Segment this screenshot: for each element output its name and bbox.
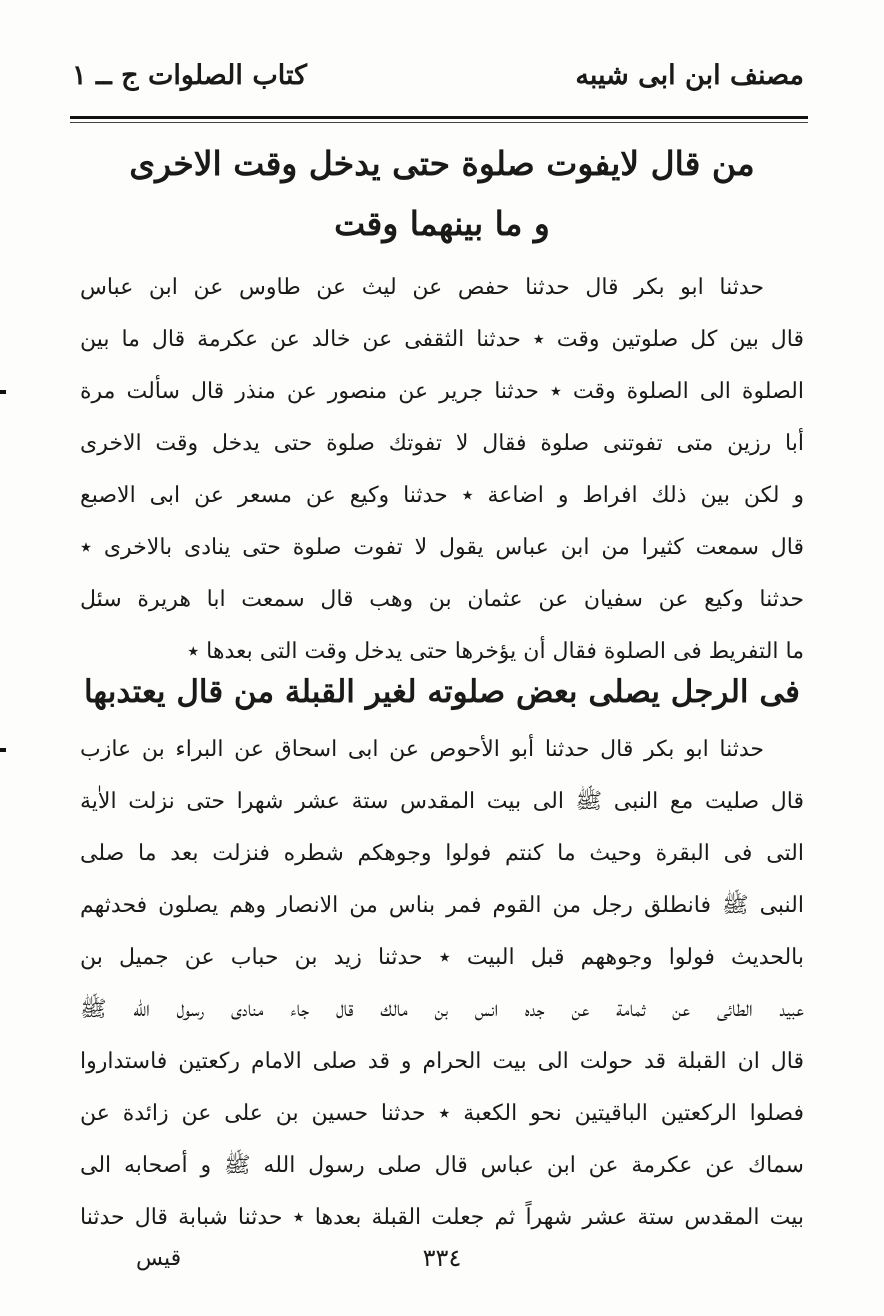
section-heading-1-line-2: و ما بينهما وقت [334,204,550,243]
footer-signature: قيس [136,1246,182,1271]
margin-mark [0,748,6,752]
text-line: قال بين كل صلوتين وقت ٭ حدثنا الثقفى عن خالد عن عكرمة قال ما بين [80,327,804,352]
text-line: قال ان القبلة قد حولت الى بيت الحرام و قد صلى الامام ركعتين فاستداروا [80,1049,804,1074]
text-line: حدثنا ابو بكر قال حدثنا حفص عن ليث عن طاوس عن ابن عباس [80,275,764,300]
text-line: قال صليت مع النبى ﷺ الى بيت المقدس ستة عشر شهرا حتى نزلت الاٰية [80,789,804,814]
header-rule-thin [70,122,808,123]
margin-mark [0,390,6,394]
text-line: التى فى البقرة وحيث ما كنتم فولوا وجوهكم شطره فنزلت بعد ما صلى [80,841,804,866]
section-body-2 [80,724,804,1244]
text-line: أبا رزين متى تفوتنى صلوة فقال لا تفوتك صلوة حتى يدخل وقت الاخرى [80,431,804,456]
text-line: حدثنا ابو بكر قال حدثنا أبو الأحوص عن ابى اسحاق عن البراء بن عازب [80,737,764,762]
section-heading-1-line-1: من قال لايفوت صلوة حتى يدخل وقت الاخرى [129,144,755,183]
text-line: بيت المقدس ستة عشر شهراً ثم جعلت القبلة بعدها ٭ حدثنا شبابة قال حدثنا [80,1205,804,1230]
header-rule [70,116,808,119]
section-heading-1 [80,134,804,254]
text-line: فصلوا الركعتين الباقيتين نحو الكعبة ٭ حدثنا حسين بن على عن زائدة عن [80,1101,804,1126]
text-line: بالحديث فولوا وجوههم قبل البيت ٭ حدثنا زيد بن حباب عن جميل بن [80,945,804,970]
section-heading-2-line-1: فى الرجل يصلى بعض صلوته لغير القبلة من قال يعتدبها [83,674,800,710]
text-line: حدثنا وكيع عن سفيان عن عثمان بن وهب قال سمعت ابا هريرة سئل [80,587,804,612]
section-heading-2 [80,662,804,722]
text-line: ما التفريط فى الصلوة فقال أن يؤخرها حتى يدخل وقت التى بعدها ٭ [187,639,804,664]
page-footer [100,1244,784,1284]
book-title: مصنف ابن ابى شيبه [575,60,804,91]
text-line: قال سمعت كثيرا من ابن عباس يقول لا تفوت صلوة حتى ينادى بالاخرى ٭ [80,535,804,560]
text-line: سماك عن عكرمة عن ابن عباس قال صلى رسول الله ﷺ و أصحابه الى [80,1153,804,1178]
page-header [72,52,804,112]
text-line: النبى ﷺ فانطلق رجل من القوم فمر بناس من الانصار وهم يصلون فحدثهم [80,893,804,918]
section-body-1 [80,262,804,678]
text-line: و لكن بين ذلك افراط و اضاعة ٭ حدثنا وكيع عن مسعر عن ابى الاصبع [80,483,804,508]
chapter-title: كتاب الصلوات ج ــ ١ [72,60,307,91]
text-line: الصلوة الى الصلوة وقت ٭ حدثنا جرير عن منصور عن منذر قال سألت مرة [80,379,804,404]
text-line: عبيد الطائى عن ثمامة عن جده انس بن مالك قال جاء منادى رسول الله ﷺ [80,997,804,1022]
page-number: ٣٣٤ [422,1244,462,1272]
